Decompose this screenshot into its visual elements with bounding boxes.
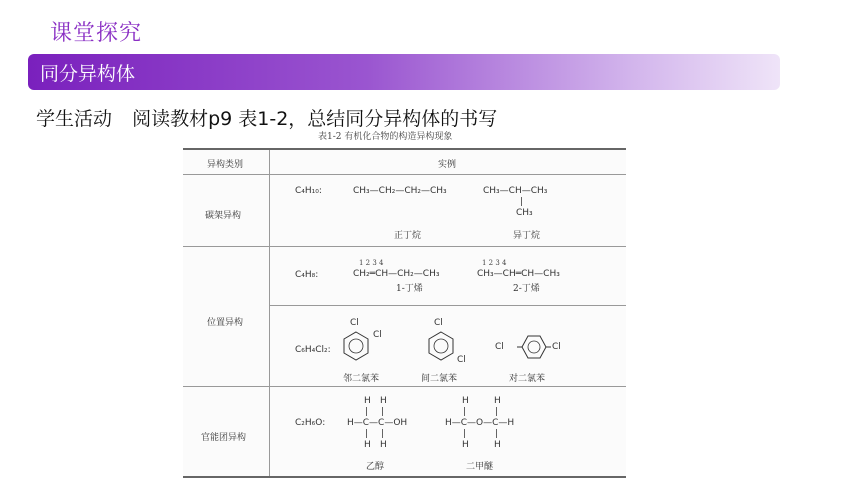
ether-h-bot-2: H <box>494 440 501 450</box>
ethanol-bond-top-2: | <box>381 407 385 417</box>
butene1-carbon-numbers: 1 2 3 4 <box>359 259 384 267</box>
ether-h-top-1: H <box>462 396 469 406</box>
ethanol-h-top-1: H <box>364 396 371 406</box>
para-benzene-ring <box>517 331 551 363</box>
ortho-benzene-ring <box>341 330 371 364</box>
header-divider <box>183 174 626 175</box>
subrow-divider <box>269 305 626 306</box>
ethanol-h-bot-2: H <box>380 440 387 450</box>
ethanol-h-bot-1: H <box>364 440 371 450</box>
formula-c4h10: C₄H₁₀: <box>295 186 322 196</box>
formula-c4h8: C₄H₈: <box>295 270 319 280</box>
meta-cl-2: Cl <box>457 355 466 365</box>
activity-line <box>36 104 497 131</box>
ortho-cl-1: Cl <box>350 318 359 328</box>
ether-bond-bot-1: | <box>463 429 467 439</box>
meta-name: 间二氯苯 <box>421 374 458 384</box>
col-header-category: 异构类别 <box>207 160 244 170</box>
butene2-carbon-numbers: 1 2 3 4 <box>482 259 507 267</box>
ether-bond-top-1: | <box>463 407 467 417</box>
category-functional: 官能团异构 <box>201 433 247 443</box>
topic-banner <box>28 54 780 90</box>
category-position: 位置异构 <box>207 318 244 328</box>
para-cl-1: Cl <box>495 342 504 352</box>
isobutane-main: CH₃—CH—CH₃ <box>483 186 548 196</box>
formula-c2h6o: C₂H₆O: <box>295 418 326 428</box>
activity-text: 阅读教材p9 表1-2，总结同分异构体的书写 <box>132 108 498 130</box>
isomer-table <box>183 148 626 478</box>
category-skeleton: 碳架异构 <box>205 211 242 221</box>
ortho-cl-2: Cl <box>373 330 382 340</box>
row-divider <box>183 386 626 387</box>
ether-bond-bot-2: | <box>495 429 499 439</box>
ether-h-bot-1: H <box>462 440 469 450</box>
butene1-name: 1-丁烯 <box>396 284 423 294</box>
butene2-name: 2-丁烯 <box>513 284 540 294</box>
table-caption: 表1-2 有机化合物的构造异构现象 <box>318 132 453 142</box>
para-name: 对二氯苯 <box>509 374 546 384</box>
ether-bond-top-2: | <box>495 407 499 417</box>
ethanol-h-top-2: H <box>380 396 387 406</box>
n-butane-formula: CH₃—CH₂—CH₂—CH₃ <box>353 186 447 196</box>
para-cl-2: Cl <box>552 342 561 352</box>
ethanol-name: 乙醇 <box>366 462 385 472</box>
ethanol-backbone: H—C—C—OH <box>347 418 408 428</box>
butene1-formula: CH₂═CH—CH₂—CH₃ <box>353 269 440 279</box>
ether-h-top-2: H <box>494 396 501 406</box>
ortho-name: 邻二氯苯 <box>343 374 380 384</box>
n-butane-name: 正丁烷 <box>394 231 422 241</box>
isobutane-bond: | <box>520 197 524 207</box>
isobutane-branch: CH₃ <box>516 208 533 218</box>
banner-text: 同分异构体 <box>40 63 136 85</box>
row-divider <box>183 246 626 247</box>
ethanol-bond-bot-1: | <box>365 429 369 439</box>
butene2-formula: CH₃—CH═CH—CH₃ <box>477 269 560 279</box>
activity-label: 学生活动 <box>36 108 113 130</box>
ethanol-bond-top-1: | <box>365 407 369 417</box>
meta-cl-1: Cl <box>434 318 443 328</box>
col-header-example: 实例 <box>438 160 457 170</box>
formula-c6h4cl2: C₆H₄Cl₂: <box>295 345 331 355</box>
ethanol-bond-bot-2: | <box>381 429 385 439</box>
isobutane-name: 异丁烷 <box>513 231 541 241</box>
ether-backbone: H—C—O—C—H <box>445 418 515 428</box>
section-title: 课堂探究 <box>50 21 143 46</box>
meta-benzene-ring <box>426 330 456 364</box>
ether-name: 二甲醚 <box>466 462 494 472</box>
column-divider <box>269 150 270 476</box>
